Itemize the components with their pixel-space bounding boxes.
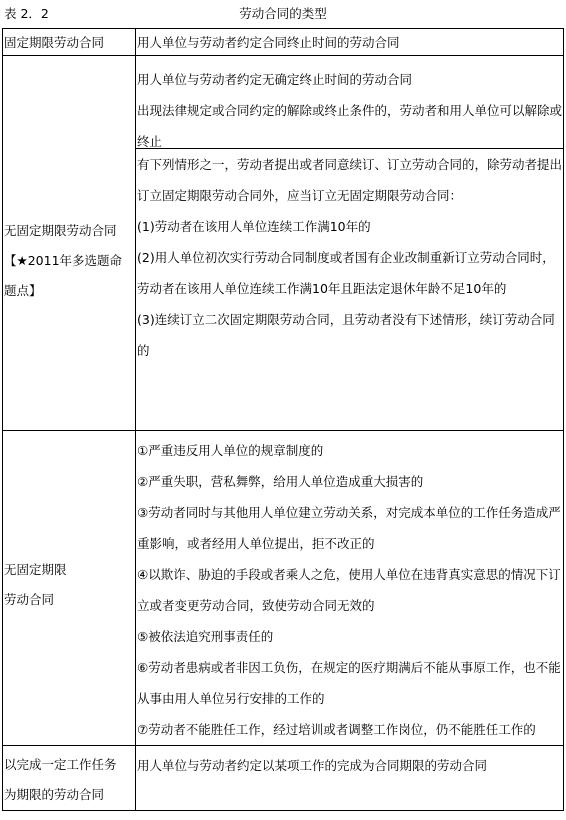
content-block-top <box>136 56 563 148</box>
content-paragraph: 用人单位与劳动者约定以某项工作的完成为合同期限的劳动合同 <box>137 758 488 773</box>
row-label-line: 劳动合同 <box>4 592 55 607</box>
content-block-bottom <box>136 148 563 430</box>
row-label-line: 以完成一定工作任务 <box>4 757 117 772</box>
content-paragraph: 有下列情形之一，劳动者提出或者同意续订、订立劳动合同的，除劳动者提出订立固定期限劳动合同外，应当订立无固定期限劳动合同： <box>137 157 563 203</box>
row-content-cell <box>136 746 564 811</box>
row-label-line: 【★2011年多选题命 <box>4 253 123 268</box>
content-paragraph: ④以欺诈、胁迫的手段或者乘人之危，使用人单位在违背真实意思的情况下订立或者变更劳动合同，致使劳动合同无效的 <box>137 567 561 613</box>
row-label-cell <box>3 29 136 56</box>
content-paragraph: 出现法律规定或合同约定的解除或终止条件的，劳动者和用人单位可以解除或终止 <box>137 103 563 148</box>
content-paragraph: (2)用人单位初次实行劳动合同制度或者国有企业改制重新订立劳动合同时，劳动者在该用人单位连续工作满10年且距法定退休年龄不足10年的 <box>137 250 555 296</box>
content-paragraph: ②严重失职，营私舞弊，给用人单位造成重大损害的 <box>137 474 424 489</box>
row-label-line: 题点】 <box>4 283 42 298</box>
table-row <box>3 431 564 746</box>
content-paragraph: ⑤被依法追究刑事责任的 <box>137 629 274 644</box>
content-paragraph: 用人单位与劳动者约定无确定终止时间的劳动合同 <box>137 72 413 87</box>
row-content-cell <box>136 29 564 56</box>
row-label-line: 无固定期限 <box>4 562 67 577</box>
row-label-cell <box>3 56 136 431</box>
content-paragraph: (3)连续订立二次固定期限劳动合同，且劳动者没有下述情形，续订劳动合同的 <box>137 312 555 358</box>
content-paragraph: ①严重违反用人单位的规章制度的 <box>137 443 324 458</box>
table-row <box>3 56 564 431</box>
contract-types-table <box>2 28 564 811</box>
row-content-cell <box>136 56 564 431</box>
row-label-cell <box>3 746 136 811</box>
table-row <box>3 29 564 56</box>
row-label-line: 无固定期限劳动合同 <box>4 223 117 238</box>
table-row <box>3 746 564 811</box>
content-paragraph: ⑦劳动者不能胜任工作，经过培训或者调整工作岗位，仍不能胜任工作的 <box>137 722 536 737</box>
table-title: 劳动合同的类型 <box>239 6 327 21</box>
row-content: 用人单位与劳动者约定合同终止时间的劳动合同 <box>137 35 400 50</box>
content-paragraph: (1)劳动者在该用人单位连续工作满10年的 <box>137 219 371 234</box>
content-paragraph: ③劳动者同时与其他用人单位建立劳动关系，对完成本单位的工作任务造成严重影响，或者经用人单位提出，拒不改正的 <box>137 505 561 551</box>
row-label-line: 为期限的劳动合同 <box>4 787 105 802</box>
table-number: 表 2．2 <box>4 6 49 21</box>
row-label-cell <box>3 431 136 746</box>
content-paragraph: ⑥劳动者患病或者非因工负伤，在规定的医疗期满后不能从事原工作，也不能从事由用人单位另行安排的工作的 <box>137 660 561 706</box>
row-content-cell <box>136 431 564 746</box>
row-label: 固定期限劳动合同 <box>4 35 105 50</box>
table-caption <box>0 0 566 28</box>
